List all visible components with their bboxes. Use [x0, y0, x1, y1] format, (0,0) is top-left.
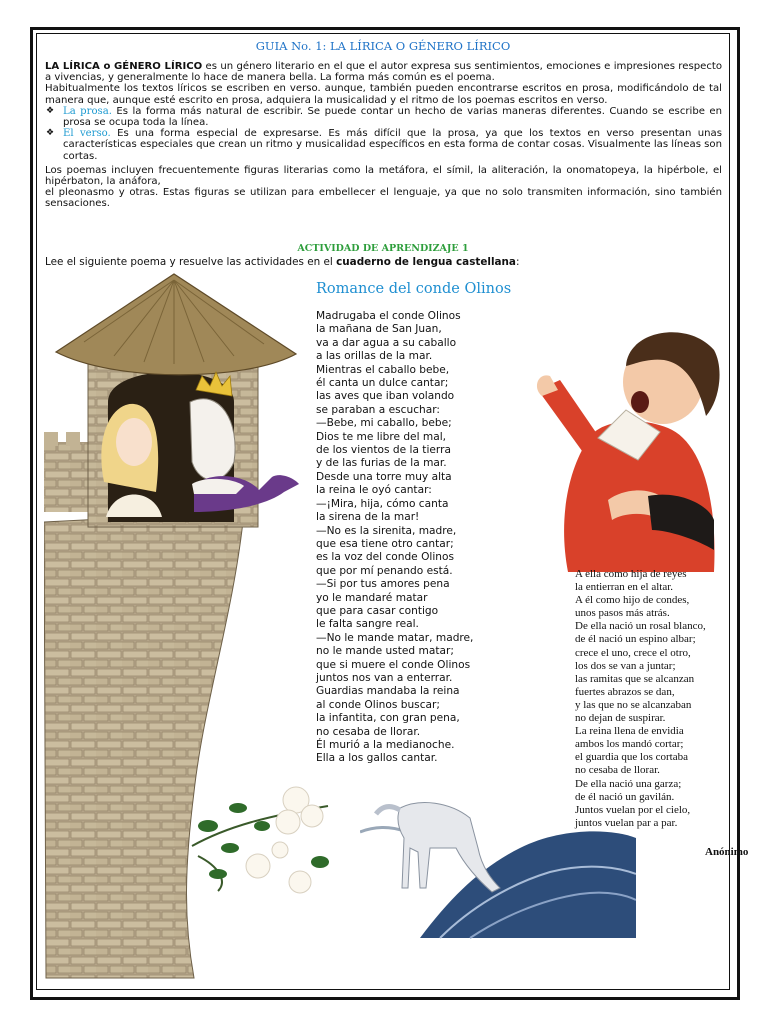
poem-line: le falta sangre real.: [316, 618, 419, 631]
poem-line: De ella nació un rosal blanco,: [575, 620, 706, 633]
bullet-diamond-icon: ❖: [46, 128, 55, 139]
poem-line: Mientras el caballo bebe,: [316, 363, 450, 376]
poem-line: La reina llena de envidia: [575, 725, 684, 738]
poem-line: que esa tiene otro cantar;: [316, 537, 454, 550]
poem-line: Guardias mandaba la reina: [316, 685, 460, 698]
poem-line: de él nació un gavilán.: [575, 790, 675, 803]
poem-line: es la voz del conde Olinos: [316, 551, 455, 564]
intro-paragraph-1: LA LÍRICA o GÉNERO LÍRICO es un género literario en el que el autor expresa sus sentimientos, emociones e impresiones respecto a vivencias, y generalmente lo hace de manera bella. La forma más común es el poema.: [45, 61, 722, 84]
poem-line: a las orillas de la mar.: [316, 350, 433, 363]
poem-line: —No es la sirenita, madre,: [316, 524, 457, 537]
poem-author: Anónimo: [705, 846, 749, 858]
poem-line: que para casar contigo: [316, 604, 439, 617]
intro-section: [45, 61, 722, 210]
poem-line: no cesaba de llorar.: [316, 725, 421, 738]
poem-line: —Bebe, mi caballo, bebe;: [316, 417, 452, 430]
poem-line: las aves que iban volando: [316, 390, 455, 403]
poem-line: crece el uno, crece el otro,: [575, 646, 691, 659]
poem-line: Desde una torre muy alta: [316, 470, 452, 483]
page-title: GUIA No. 1: LA LÍRICA O GÉNERO LÍRICO: [255, 39, 511, 53]
singing-count-illustration: [528, 320, 724, 572]
poem-line: los dos se van a juntar;: [575, 659, 676, 672]
poem-line: unos pasos más atrás.: [575, 607, 670, 620]
poem-line: yo le mandaré matar: [316, 591, 428, 604]
poem-line: de los vientos de la tierra: [316, 444, 451, 457]
poem-line: no cesaba de llorar.: [575, 764, 660, 777]
poem-line: él canta un dulce cantar;: [316, 377, 449, 390]
poem-line: de él nació un espino albar;: [575, 633, 696, 646]
poem-line: y de las furias de la mar.: [316, 457, 447, 470]
poem-title: Romance del conde Olinos: [316, 281, 512, 297]
poem-line: las ramitas que se alcanzan: [575, 672, 695, 685]
poem-line: ambos los mandó cortar;: [575, 738, 684, 751]
poem-line: la reina le oyó cantar:: [316, 484, 432, 497]
poem-line: la sirena de la mar!: [316, 511, 420, 524]
poem-line: De ella nació una garza;: [575, 777, 682, 790]
poem-line: A ella como hija de reyes: [575, 568, 687, 580]
poem-line: A él como hijo de condes,: [575, 594, 690, 607]
poem-line: juntos nos van a enterrar.: [316, 671, 453, 684]
poem-line: no dejan de suspirar.: [575, 712, 666, 725]
poem-line: y las que no se alcanzaban: [575, 698, 692, 711]
poem-line: al conde Olinos buscar;: [316, 698, 440, 711]
poem-line: la infantita, con gran pena,: [316, 712, 460, 725]
intro-paragraph-2: Habitualmente los textos líricos se escriben en verso. aunque, también pueden encontrarse escritos en prosa, modificándolo de tal manera que, aunque esté escrito en prosa, adquiera la musicalidad y el ritmo de los poemas escritos en verso.: [45, 83, 722, 106]
bullet-verso: ❖ El verso. Es una forma especial de expresarse. Es más difícil que la prosa, ya que los textos en verso presentan unas características especiales que crean un ritmo y musicalidad específicos en esta forma de contar cosas. Visualmente las líneas son cortas.: [46, 128, 722, 162]
poem-line: —Si por tus amores pena: [316, 578, 450, 591]
poem-line: se paraban a escuchar:: [316, 403, 440, 416]
poem-line: fuertes abrazos se dan,: [575, 685, 675, 698]
intro-paragraph-3: Los poemas incluyen frecuentemente figuras literarias como la metáfora, el símil, la aliteración, la onomatopeya, la hipérbole, el hipérbaton, la anáfora,: [45, 164, 722, 188]
poem-line: la mañana de San Juan,: [316, 323, 442, 336]
poem-line: Madrugaba el conde Olinos: [316, 310, 461, 322]
poem-line: Dios te me libre del mal,: [316, 430, 447, 443]
activity-title: ACTIVIDAD DE APRENDIZAJE 1: [297, 243, 469, 254]
poem-column-2: [575, 568, 706, 830]
activity-instruction: Lee el siguiente poema y resuelve las actividades en el cuaderno de lengua castellana:: [45, 256, 520, 268]
poem-line: va a dar agua a su caballo: [316, 336, 457, 349]
rose-branch-illustration: [188, 786, 338, 896]
poem-line: el guardia que los cortaba: [575, 751, 689, 764]
poem-line: juntos vuelan par a par.: [575, 816, 678, 829]
lirica-term: LA LÍRICA o GÉNERO LÍRICO: [45, 61, 203, 72]
poem-line: que por mí penando está.: [316, 564, 453, 577]
poem-line: la entierran en el altar.: [575, 581, 674, 594]
poem-column-1: [316, 310, 473, 766]
poem-line: Ella a los gallos cantar.: [316, 752, 438, 765]
intro-paragraph-4: el pleonasmo y otras. Estas figuras se utilizan para embellecer el lenguaje, ya que no solo transmiten información, sino también sensaciones.: [45, 187, 722, 210]
poem-line: —¡Mira, hija, cómo canta: [316, 497, 449, 510]
poem-line: Él murió a la medianoche.: [316, 739, 455, 751]
poem-line: —No le mande matar, madre,: [316, 631, 474, 644]
bullet-diamond-icon: ❖: [46, 105, 55, 116]
bullet-prosa: ❖ La prosa. Es la forma más natural de escribir. Se puede contar un hecho de varias maneras diferentes. Cuando se escribe en prosa se ocupa toda la línea.: [46, 105, 723, 129]
poem-line: que si muere el conde Olinos: [316, 658, 471, 671]
poem-line: Juntos vuelan por el cielo,: [575, 803, 691, 816]
poem-line: no le mande usted matar;: [316, 645, 454, 658]
